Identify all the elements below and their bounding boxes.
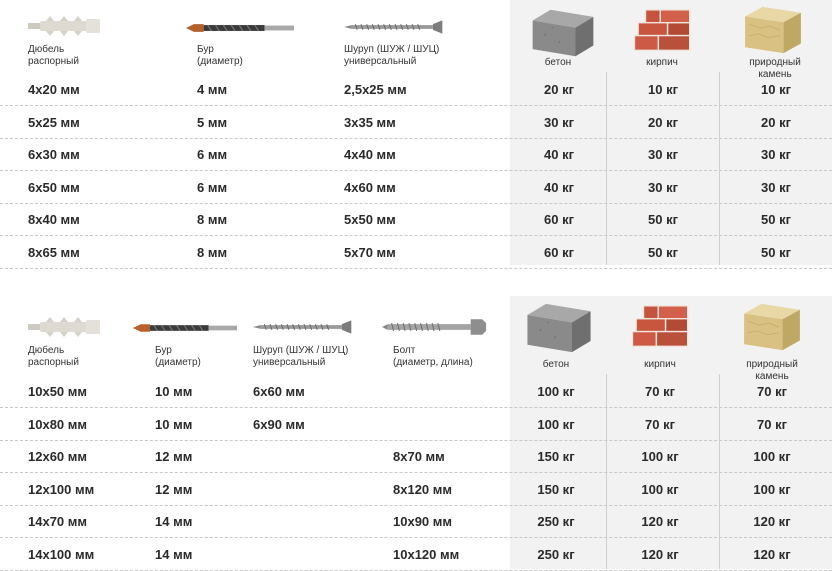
- cell-bolt: 8х120 мм: [393, 481, 452, 497]
- header-drill: Бур (диаметр): [155, 345, 201, 368]
- cell-concrete: 150 кг: [537, 449, 575, 464]
- cell-screw: 5х70 мм: [344, 244, 396, 260]
- cell-stone: 30 кг: [761, 147, 791, 162]
- header-brick: кирпич: [646, 57, 678, 68]
- cell-dowel: 14х70 мм: [28, 514, 87, 529]
- table-row: [0, 172, 832, 204]
- header-stone: природный камень: [746, 359, 798, 382]
- cell-dowel: 14х100 мм: [28, 546, 95, 562]
- cell-concrete: 250 кг: [537, 546, 575, 562]
- cell-brick: 120 кг: [641, 514, 679, 529]
- cell-drill: 5 мм: [197, 114, 228, 130]
- cell-brick: 100 кг: [641, 481, 679, 497]
- cell-stone: 100 кг: [753, 449, 791, 464]
- cell-brick: 30 кг: [648, 147, 678, 162]
- table-row: [0, 409, 832, 441]
- cell-drill: 6 мм: [197, 147, 228, 162]
- cell-drill: 8 мм: [197, 212, 228, 227]
- cell-concrete: 100 кг: [537, 416, 575, 432]
- cell-drill: 14 мм: [155, 514, 193, 529]
- header-screw: Шуруп (ШУЖ / ШУЦ) универсальный: [253, 345, 349, 368]
- header-dowel: Дюбель распорный: [28, 345, 79, 368]
- cell-drill: 10 мм: [155, 416, 193, 432]
- header-concrete: бетон: [542, 359, 570, 370]
- cell-dowel: 8х65 мм: [28, 244, 80, 260]
- cell-dowel: 10х80 мм: [28, 416, 87, 432]
- cell-stone: 120 кг: [753, 514, 791, 529]
- cell-brick: 70 кг: [645, 416, 675, 432]
- cell-drill: 12 мм: [155, 449, 193, 464]
- cell-stone: 70 кг: [757, 384, 787, 399]
- table-row: [0, 474, 832, 506]
- cell-concrete: 40 кг: [544, 179, 574, 195]
- cell-concrete: 60 кг: [544, 244, 574, 260]
- cell-dowel: 8х40 мм: [28, 212, 80, 227]
- table-row: [0, 139, 832, 171]
- bolt-icon: [382, 317, 488, 337]
- brick-icon: [632, 8, 694, 54]
- cell-dowel: 12х100 мм: [28, 481, 95, 497]
- cell-brick: 120 кг: [641, 546, 679, 562]
- cell-screw: 4х40 мм: [344, 147, 396, 162]
- brick-icon: [630, 304, 692, 350]
- stone-block-icon: [740, 302, 804, 352]
- table-row: [0, 441, 832, 473]
- table-row: [0, 74, 832, 106]
- cell-concrete: 60 кг: [544, 212, 574, 227]
- cell-stone: 70 кг: [757, 416, 787, 432]
- cell-bolt: 10х120 мм: [393, 546, 460, 562]
- cell-stone: 50 кг: [761, 244, 791, 260]
- cell-brick: 100 кг: [641, 449, 679, 464]
- cell-concrete: 30 кг: [544, 114, 574, 130]
- table-row: [0, 237, 832, 269]
- cell-stone: 20 кг: [761, 114, 791, 130]
- table-row: [0, 107, 832, 139]
- header-brick: кирпич: [644, 359, 676, 370]
- cell-drill: 14 мм: [155, 546, 193, 562]
- drill-bit-icon: [186, 23, 294, 33]
- cell-brick: 70 кг: [645, 384, 675, 399]
- cell-screw: 6х90 мм: [253, 416, 305, 432]
- dowel-icon: [26, 15, 106, 37]
- header-drill: Бур (диаметр): [197, 44, 243, 67]
- drill-bit-icon: [133, 323, 237, 333]
- cell-drill: 6 мм: [197, 179, 228, 195]
- cell-dowel: 4х20 мм: [28, 82, 80, 97]
- cell-concrete: 150 кг: [537, 481, 575, 497]
- cell-dowel: 12х60 мм: [28, 449, 87, 464]
- cell-stone: 100 кг: [753, 481, 791, 497]
- cell-drill: 8 мм: [197, 244, 228, 260]
- cell-dowel: 5х25 мм: [28, 114, 80, 130]
- cell-brick: 50 кг: [648, 212, 678, 227]
- table-row: [0, 376, 832, 408]
- cell-brick: 30 кг: [648, 179, 678, 195]
- cell-dowel: 6х30 мм: [28, 147, 80, 162]
- cell-stone: 30 кг: [761, 179, 791, 195]
- cell-stone: 10 кг: [761, 82, 791, 97]
- cell-brick: 50 кг: [648, 244, 678, 260]
- cell-screw: 5х50 мм: [344, 212, 396, 227]
- cell-stone: 120 кг: [753, 546, 791, 562]
- screw-icon: [344, 20, 448, 34]
- cell-screw: 4х60 мм: [344, 179, 396, 195]
- header-dowel: Дюбель распорный: [28, 44, 79, 67]
- cell-concrete: 20 кг: [544, 82, 574, 97]
- header-screw: Шуруп (ШУЖ / ШУЦ) универсальный: [344, 44, 440, 67]
- cell-drill: 4 мм: [197, 82, 228, 97]
- concrete-block-icon: [521, 302, 597, 354]
- table-row: [0, 539, 832, 571]
- table-section-1: [0, 0, 832, 272]
- cell-drill: 10 мм: [155, 384, 193, 399]
- table-row: [0, 506, 832, 538]
- cell-screw: 3х35 мм: [344, 114, 396, 130]
- concrete-block-icon: [527, 8, 599, 58]
- stone-block-icon: [741, 5, 805, 55]
- table-row: [0, 204, 832, 236]
- cell-drill: 12 мм: [155, 481, 193, 497]
- cell-concrete: 100 кг: [537, 384, 575, 399]
- header-concrete: бетон: [544, 57, 572, 68]
- cell-concrete: 250 кг: [537, 514, 575, 529]
- cell-brick: 20 кг: [648, 114, 678, 130]
- cell-dowel: 10х50 мм: [28, 384, 87, 399]
- cell-concrete: 40 кг: [544, 147, 574, 162]
- cell-dowel: 6х50 мм: [28, 179, 80, 195]
- header-stone: природный камень: [749, 57, 801, 80]
- cell-stone: 50 кг: [761, 212, 791, 227]
- cell-screw: 6х60 мм: [253, 384, 305, 399]
- table-section-2: [0, 296, 832, 569]
- cell-bolt: 8х70 мм: [393, 449, 445, 464]
- screw-icon: [253, 320, 357, 334]
- cell-screw: 2,5х25 мм: [344, 82, 407, 97]
- cell-bolt: 10х90 мм: [393, 514, 452, 529]
- cell-brick: 10 кг: [648, 82, 678, 97]
- header-bolt: Болт (диаметр, длина): [393, 345, 473, 368]
- dowel-icon: [26, 316, 106, 338]
